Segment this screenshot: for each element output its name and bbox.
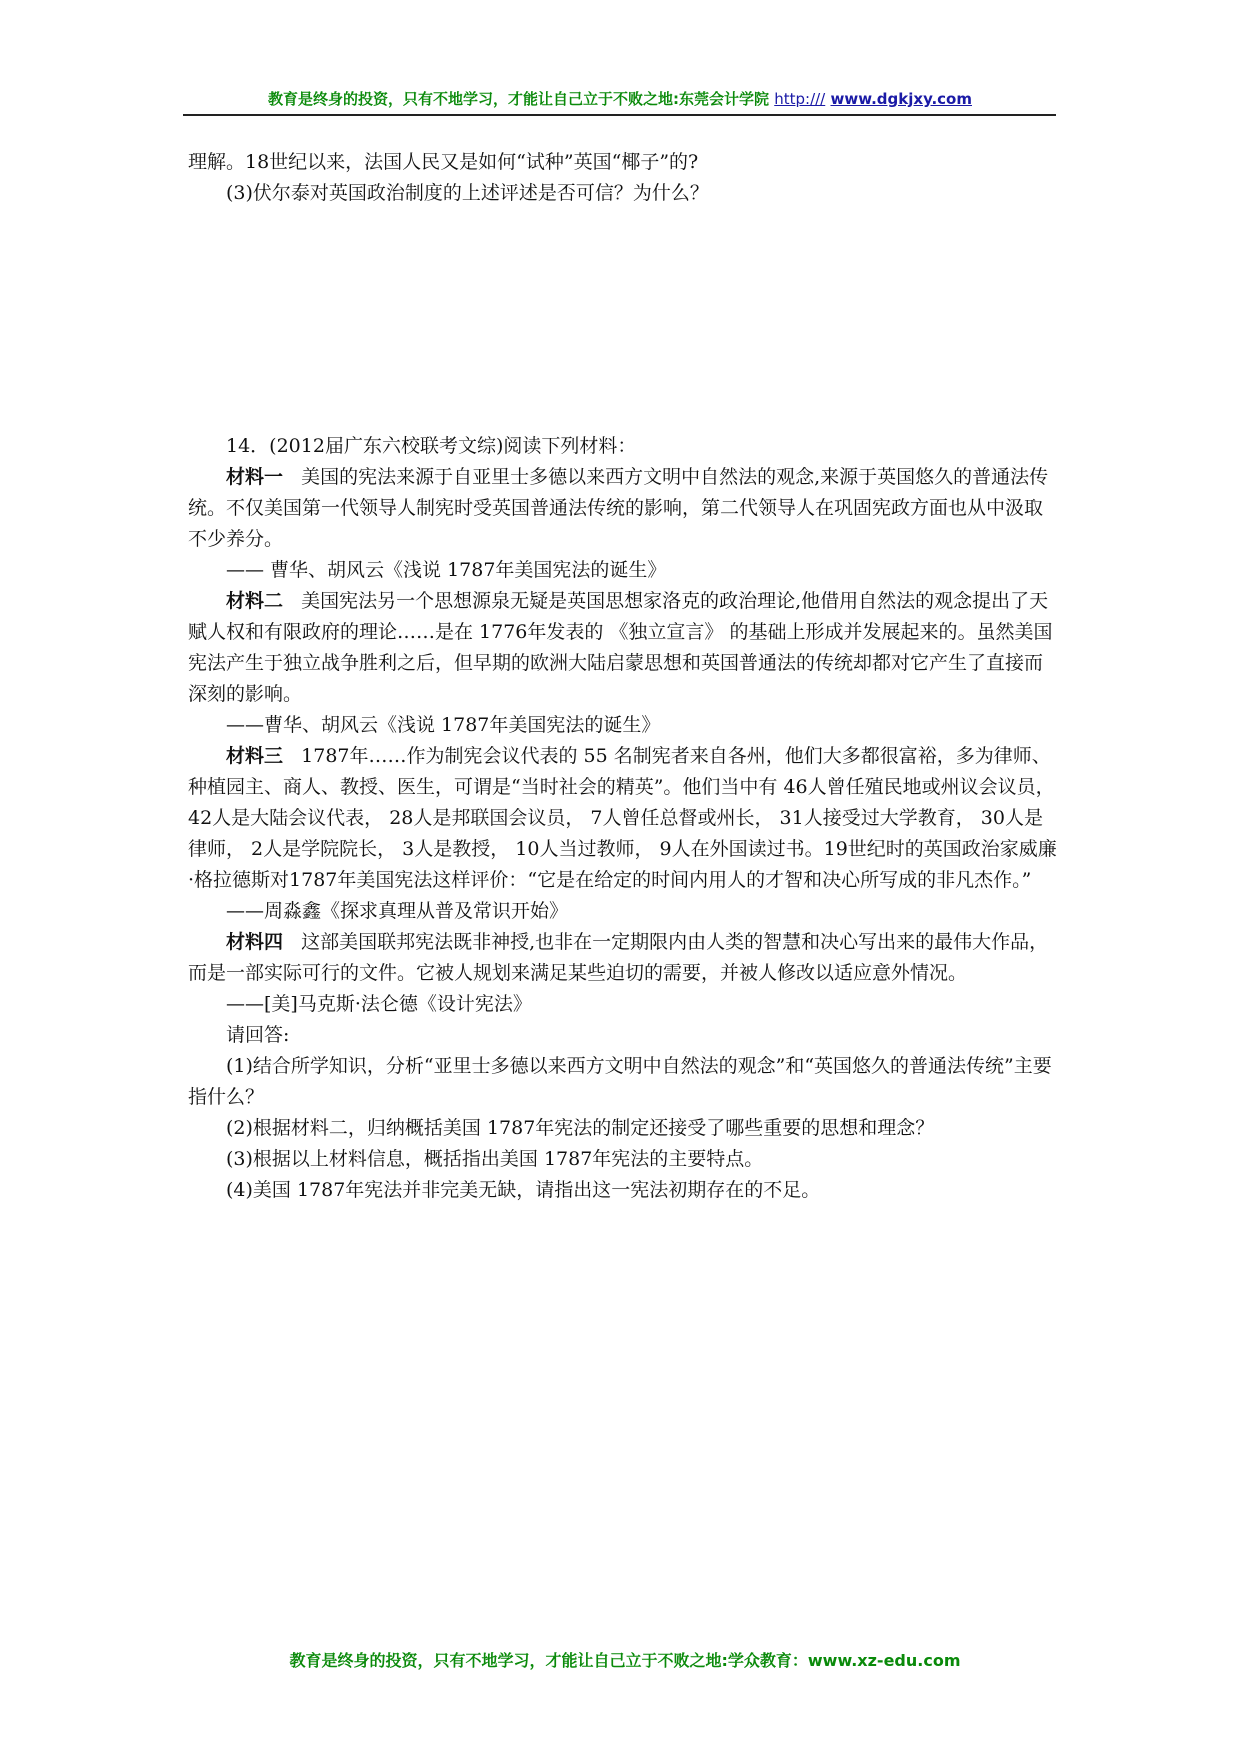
material-text: 美国宪法另一个思想源泉无疑是英国思想家洛克的政治理论,他借用自然法的观念提出了天赋人权和有限政府的理论……是在 1776年发表的 《独立宣言》 的基础上形成并发展起来的。虽然美国宪法产生于独立战争胜利之后，但早期的欧洲大陆启蒙思想和英国普通法的传统却都对它产生了直接而深刻的影响。 xyxy=(188,590,1053,705)
sub-question: (1)结合所学知识，分析“亚里士多德以来西方文明中自然法的观念”和“英国悠久的普通法传统”主要指什么？ xyxy=(188,1055,1052,1108)
question-heading: 14．(2012届广东六校联考文综)阅读下列材料： xyxy=(226,435,637,457)
text-line: 理解。18世纪以来，法国人民又是如何“试种”英国“椰子”的? xyxy=(188,151,699,173)
header-link-prefix[interactable]: http:/// xyxy=(774,90,826,108)
material-label: 材料二 xyxy=(226,590,284,612)
material-label: 材料三 xyxy=(226,745,284,767)
sub-question: (2)根据材料二，归纳概括美国 1787年宪法的制定还接受了哪些重要的思想和理念？ xyxy=(226,1117,935,1139)
material-label: 材料四 xyxy=(226,931,284,953)
material-paragraph xyxy=(188,586,1058,710)
material-paragraph xyxy=(188,462,1058,555)
material-source: ——曹华、胡风云《浅说 1787年美国宪法的诞生》 xyxy=(226,714,661,736)
answer-space xyxy=(188,209,1058,431)
answer-prompt: 请回答: xyxy=(226,1024,290,1046)
material-source: ——[美]马克斯·法仑德《设计宪法》 xyxy=(226,993,532,1015)
header-link[interactable]: www.dgkjxy.com xyxy=(830,90,972,108)
material-text: 1787年……作为制宪会议代表的 55 名制宪者来自各州，他们大多都很富裕，多为律师、种植园主、商人、教授、医生，可谓是“当时社会的精英”。他们当中有 46人曾任殖民地或州议会议员， 42人是大陆会议代表， 28人是邦联国会议员， 7人曾任总督或州长， 31人接受过大学教育， 30人是律师， 2人是学院院长， 3人是教授， 10人当过教师， 9人在外国读过书。19世纪时的英国政治家威廉·格拉德斯对1787年美国宪法这样评价：“它是在给定的时间内用人的才智和决心所写成的非凡杰作。” xyxy=(188,745,1057,891)
material-paragraph xyxy=(188,741,1058,896)
material-paragraph xyxy=(188,927,1058,989)
material-text: 这部美国联邦宪法既非神授,也非在一定期限内由人类的智慧和决心写出来的最伟大作品，而是一部实际可行的文件。它被人规划来满足某些迫切的需要，并被人修改以适应意外情况。 xyxy=(188,931,1049,984)
header-divider xyxy=(183,114,1056,116)
material-source: ——周淼鑫《探求真理从普及常识开始》 xyxy=(226,900,569,922)
header-slogan: 教育是终身的投资，只有不地学习，才能让自己立于不败之地:东莞会计学院 xyxy=(267,90,769,108)
document-body xyxy=(188,147,1058,1206)
sub-question: (3)根据以上材料信息，概括指出美国 1787年宪法的主要特点。 xyxy=(226,1148,764,1170)
material-text: 美国的宪法来源于自亚里士多德以来西方文明中自然法的观念,来源于英国悠久的普通法传统。不仅美国第一代领导人制宪时受英国普通法传统的影响，第二代领导人在巩固宪政方面也从中汲取不少养分。 xyxy=(188,466,1049,550)
page-footer: 教育是终身的投资，只有不地学习，才能让自己立于不败之地:学众教育：www.xz-edu.com xyxy=(289,1651,961,1670)
page-header xyxy=(180,88,1060,109)
question-text: (3)伏尔泰对英国政治制度的上述评述是否可信？为什么？ xyxy=(226,182,709,204)
sub-question: (4)美国 1787年宪法并非完美无缺，请指出这一宪法初期存在的不足。 xyxy=(226,1179,821,1201)
material-source: —— 曹华、胡风云《浅说 1787年美国宪法的诞生》 xyxy=(226,559,667,581)
material-label: 材料一 xyxy=(226,466,284,488)
